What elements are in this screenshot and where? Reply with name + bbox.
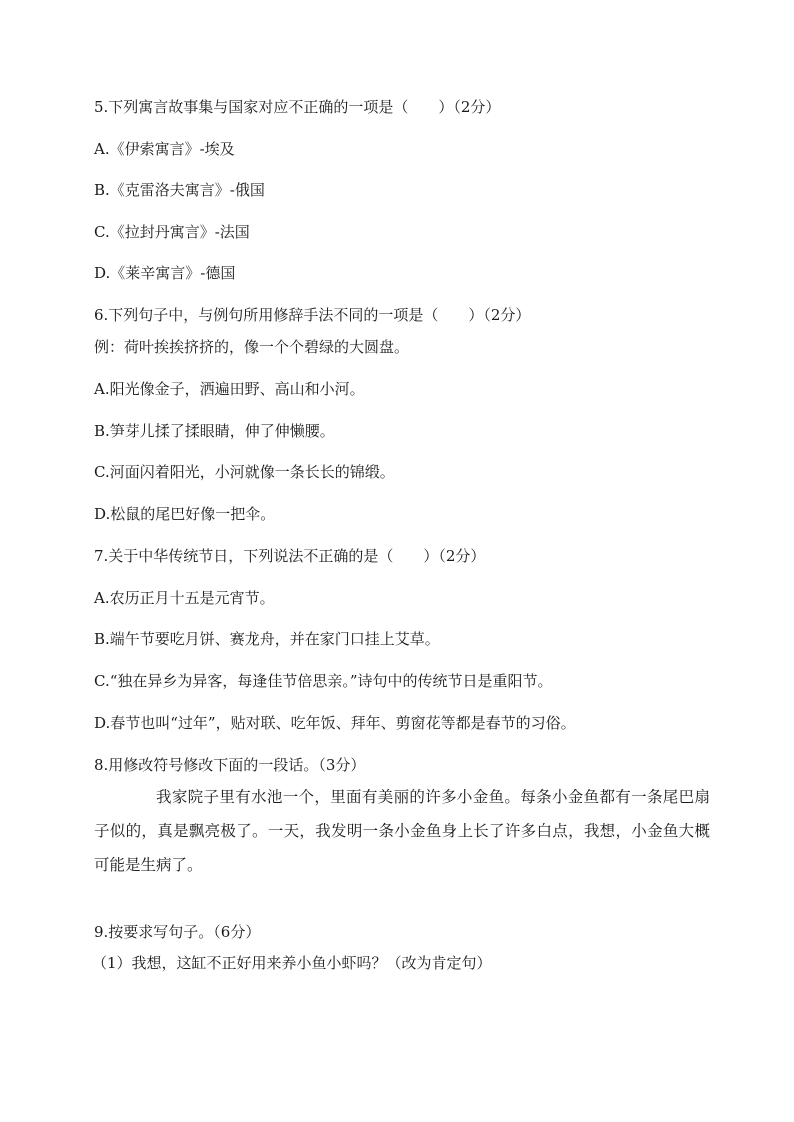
question-7-option-d: D.春节也叫“过年”，贴对联、吃年饭、拜年、剪窗花等都是春节的习俗。 (94, 714, 576, 732)
question-9-stem: 9.按要求写句子。（6分） (94, 923, 261, 941)
question-7-option-c: C.“独在异乡为异客，每逢佳节倍思亲。”诗句中的传统节日是重阳节。 (94, 672, 553, 690)
question-5-option-a: A.《伊索寓言》-埃及 (94, 140, 235, 158)
question-7-stem: 7.关于中华传统节日，下列说法不正确的是（ ）（2分） (94, 547, 486, 565)
question-8-stem: 8.用修改符号修改下面的一段话。（3分） (94, 756, 366, 774)
question-5-option-c: C.《拉封丹寓言》-法国 (94, 223, 250, 241)
question-6-option-d: D.松鼠的尾巴好像一把伞。 (94, 505, 276, 523)
question-6-stem: 6.下列句子中，与例句所用修辞手法不同的一项是（ ）（2分） (94, 306, 531, 324)
question-7-option-a: A.农历正月十五是元宵节。 (94, 589, 275, 607)
question-6-example: 例：荷叶挨挨挤挤的，像一个个碧绿的大圆盘。 (94, 338, 410, 356)
question-5-option-d: D.《莱辛寓言》-德国 (94, 264, 236, 282)
question-8-passage: 我家院子里有水池一个，里面有美丽的许多小金鱼。每条小金鱼都有一条尾巴扇子似的，真是飘亮极了。一天，我发明一条小金鱼身上长了许多白点，我想，小金鱼大概可能是生病了。 (94, 788, 710, 874)
question-6-option-a: A.阳光像金子，洒遍田野、高山和小河。 (94, 380, 365, 398)
question-6-option-b: B.笋芽儿揉了揉眼睛，伸了伸懒腰。 (94, 422, 335, 440)
question-6-option-c: C.河面闪着阳光，小河就像一条长长的锦缎。 (94, 463, 395, 481)
question-7-option-b: B.端午节要吃月饼、赛龙舟，并在家门口挂上艾草。 (94, 630, 440, 648)
question-5-option-b: B.《克雷洛夫寓言》-俄国 (94, 181, 265, 199)
question-5-stem: 5.下列寓言故事集与国家对应不正确的一项是（ ）（2分） (94, 98, 501, 116)
question-9-sub-1: （1）我想，这缸不正好用来养小鱼小虾吗？（改为肯定句） (92, 954, 492, 972)
